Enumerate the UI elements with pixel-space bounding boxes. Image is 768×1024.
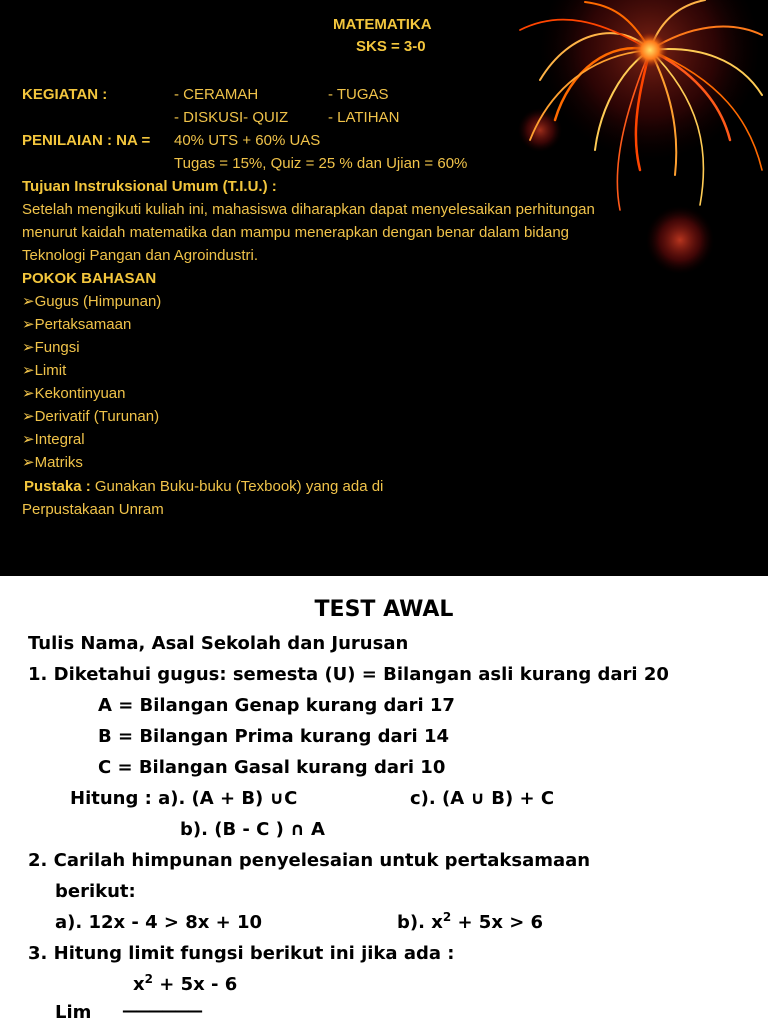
set-a-definition: A = Bilangan Genap kurang dari 17 bbox=[98, 695, 455, 716]
tiu-text-line: Teknologi Pangan dan Agroindustri. bbox=[22, 247, 259, 264]
arrow-bullet-icon: ➢ bbox=[22, 385, 35, 402]
arrow-bullet-icon: ➢ bbox=[22, 431, 35, 448]
kegiatan-label: KEGIATAN : bbox=[22, 86, 108, 103]
set-b-definition: B = Bilangan Prima kurang dari 14 bbox=[98, 726, 450, 747]
question-3-stem: 3. Hitung limit fungsi berikut ini jika ada : bbox=[28, 943, 455, 964]
topic-list-item bbox=[22, 407, 159, 427]
slide-test-awal bbox=[0, 576, 768, 1024]
penilaian-weights: Tugas = 15%, Quiz = 25 % dan Ujian = 60% bbox=[174, 155, 468, 172]
kegiatan-item: - CERAMAH bbox=[174, 86, 259, 103]
question-1-part-c: c). (A ∪ B) + C bbox=[410, 788, 555, 809]
question-1-part-a: Hitung : a). (A + B) ∪C bbox=[70, 788, 298, 809]
tiu-text-line: menurut kaidah matematika dan mampu menerapkan dengan benar dalam bidang bbox=[22, 224, 570, 241]
pokok-bahasan-heading: POKOK BAHASAN bbox=[22, 270, 157, 287]
fraction-line: —————— bbox=[122, 1001, 200, 1020]
question-1-stem: 1. Diketahui gugus: semesta (U) = Bilangan asli kurang dari 20 bbox=[28, 664, 669, 685]
topic-label: Integral bbox=[34, 431, 85, 448]
test-instruction: Tulis Nama, Asal Sekolah dan Jurusan bbox=[28, 633, 409, 654]
limit-numerator bbox=[133, 973, 237, 997]
pustaka-text: Gunakan Buku-buku (Texbook) yang ada di bbox=[90, 478, 384, 495]
arrow-bullet-icon: ➢ bbox=[22, 293, 35, 310]
topic-list-item bbox=[22, 361, 66, 381]
expr-text: + 5x > 6 bbox=[451, 912, 544, 933]
penilaian-formula: 40% UTS + 60% UAS bbox=[174, 132, 321, 149]
topic-label: Gugus (Himpunan) bbox=[34, 293, 162, 310]
topic-list-item bbox=[22, 453, 83, 473]
topic-list-item bbox=[22, 430, 85, 450]
expr-text: x bbox=[133, 974, 145, 995]
topic-label: Derivatif (Turunan) bbox=[34, 408, 160, 425]
tiu-heading: Tujuan Instruksional Umum (T.I.U.) : bbox=[22, 178, 277, 195]
kegiatan-item: - TUGAS bbox=[328, 86, 389, 103]
arrow-bullet-icon: ➢ bbox=[22, 454, 35, 471]
arrow-bullet-icon: ➢ bbox=[22, 362, 35, 379]
limit-label: Lim bbox=[55, 1002, 92, 1023]
exponent: 2 bbox=[442, 910, 452, 924]
topic-label: Limit bbox=[34, 362, 67, 379]
topic-label: Kekontinyuan bbox=[34, 385, 126, 402]
pustaka-label: Pustaka : bbox=[24, 478, 91, 495]
topic-list-item bbox=[22, 338, 80, 358]
kegiatan-item: - LATIHAN bbox=[328, 109, 400, 126]
question-1-part-b: b). (B - C ) ∩ A bbox=[180, 819, 325, 840]
test-title: TEST AWAL bbox=[314, 597, 454, 622]
course-sks: SKS = 3-0 bbox=[356, 38, 426, 55]
penilaian-label: PENILAIAN : NA = bbox=[22, 132, 151, 149]
question-2-part-b bbox=[397, 911, 543, 935]
topic-label: Fungsi bbox=[34, 339, 80, 356]
course-title: MATEMATIKA bbox=[333, 16, 432, 33]
arrow-bullet-icon: ➢ bbox=[22, 339, 35, 356]
expr-text: b). x bbox=[397, 912, 443, 933]
arrow-bullet-icon: ➢ bbox=[22, 408, 35, 425]
question-2-stem: 2. Carilah himpunan penyelesaian untuk pertaksamaan bbox=[28, 850, 591, 871]
pustaka-line-2: Perpustakaan Unram bbox=[22, 501, 164, 518]
exponent: 2 bbox=[144, 972, 153, 986]
topic-list-item bbox=[22, 292, 161, 312]
topic-label: Matriks bbox=[34, 454, 83, 471]
topic-list-item bbox=[22, 315, 131, 335]
topic-list-item bbox=[22, 384, 125, 404]
kegiatan-item: - DISKUSI- QUIZ bbox=[174, 109, 289, 126]
arrow-bullet-icon: ➢ bbox=[22, 316, 35, 333]
tiu-text-line: Setelah mengikuti kuliah ini, mahasiswa diharapkan dapat menyelesaikan perhitungan bbox=[22, 201, 595, 218]
question-2-part-a: a). 12x - 4 > 8x + 10 bbox=[55, 912, 263, 933]
set-c-definition: C = Bilangan Gasal kurang dari 10 bbox=[98, 757, 446, 778]
expr-text: + 5x - 6 bbox=[152, 974, 238, 995]
pustaka-line bbox=[24, 477, 383, 497]
question-2-stem-cont: berikut: bbox=[55, 881, 136, 902]
topic-label: Pertaksamaan bbox=[34, 316, 132, 333]
